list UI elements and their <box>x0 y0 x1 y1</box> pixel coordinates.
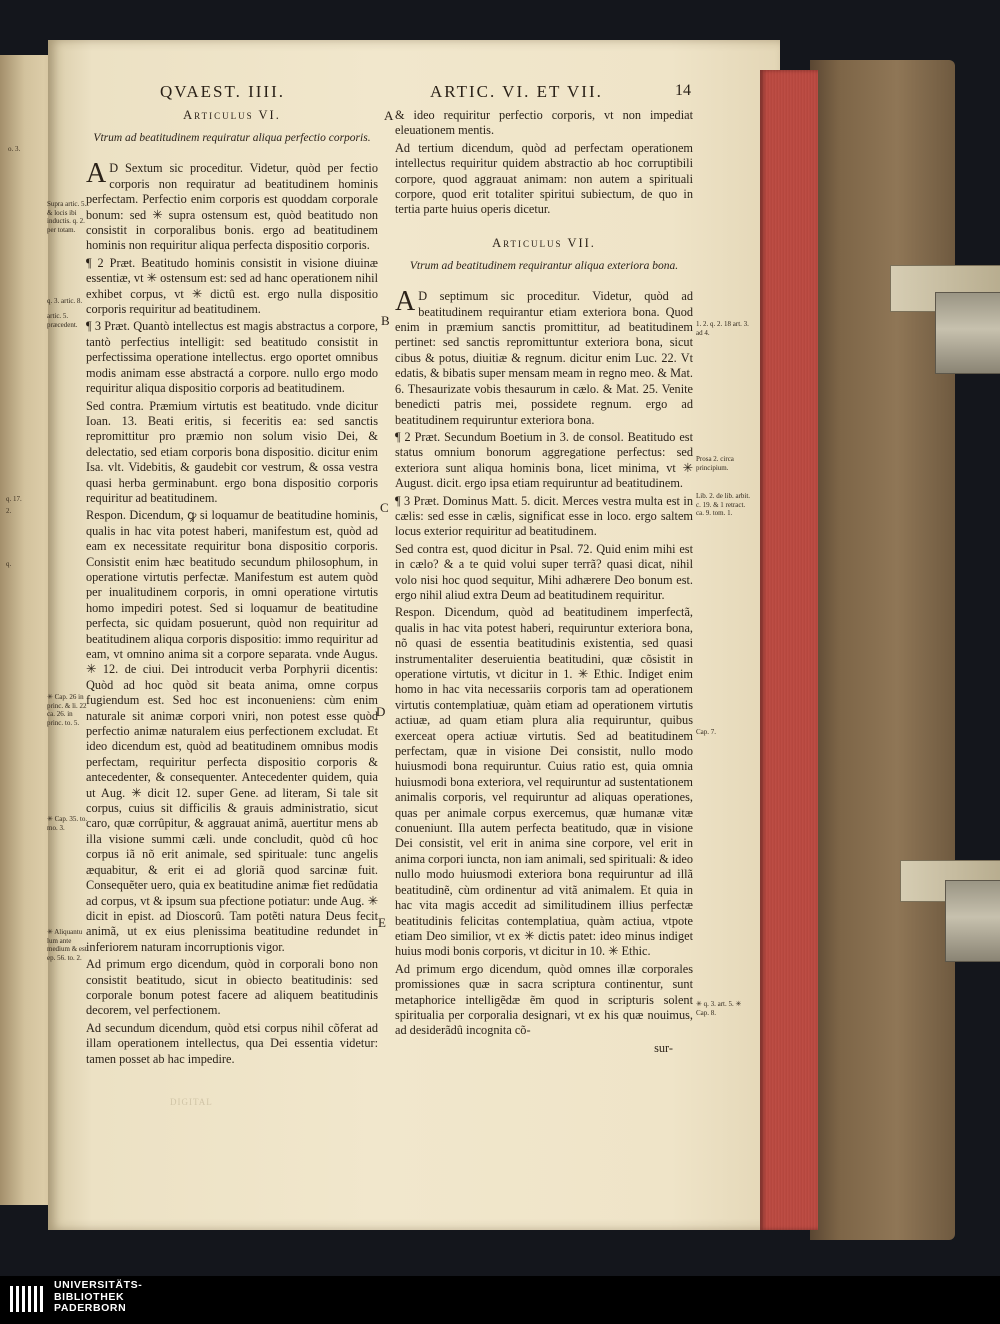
library-footer <box>0 1276 1000 1324</box>
paragraph: A D Sextum sic proceditur. Videtur, quòd per fectio corporis non requiratur ad beatitudinem hominis perfectam. Perfectio enim corporis est quoddam corporale bonum: sed ✳ supra ostensum est, quòd beatitudo non consistit in corporalibus bonis. ergo ad beatitudinem hominis non requiritur aliqua perfecta dispositio corporis. <box>86 158 378 253</box>
left-page-fragment: q. <box>6 560 12 568</box>
margin-note: 1. 2. q. 2. 18 art. 3. ad 4. <box>696 320 749 337</box>
margin-note: Cap. 7. <box>696 728 717 736</box>
margin-note: Prosa 2. circa principium. <box>696 455 734 472</box>
left-page-fragment: o. 3. <box>8 145 21 153</box>
section-letter: B <box>381 313 390 328</box>
drop-cap: A <box>395 286 416 318</box>
article-heading: Articulus VII. <box>492 235 596 250</box>
paragraph: A D septimum sic proceditur. Videtur, quòd ad beatitudinem requirantur etiam exteriora bona. Quod enim in præmium sanctis promittitur, ad beatitudinem pertinet: sed sanctis repromittuntur exteriora bona, sicut cibus & potus, diuitiæ & regnum. dicitur enim Luc. 22. Vt edatis, & bibatis super mensam meam in regno meo. & Mat. 6. Thesaurizate vobis thesaurum in cælo. & Mat. 25. Venite benedicti patris mei, possidete regnum. ergo ad beatitudinem requiruntur exteriora bona. <box>395 286 693 427</box>
article-heading: Articulus VI. <box>183 108 281 122</box>
metal-clasp <box>935 292 1000 374</box>
section-letter: A <box>384 108 394 123</box>
paragraph: ¶ 2 Præt. Beatitudo hominis consistit in visione diuinæ essentiæ, vt ✳ ostensum est: sed ad hanc operationem nihil exhibet corpus, vt ✳ dictû est. ergo nulla dispositio corporis requiritur ad beatitudinem. <box>86 255 378 317</box>
left-page-fragment: 2. <box>6 507 12 515</box>
paragraph: Respon. Dicendum, ꝙ si loquamur de beatitudine hominis, qualis in hac vita potest haberi, manifestum est, quòd ad eam ex necessitate requiritur bona dispositio corporis. Consistit enim hæc beatitudo secundum philosophum, in operatione virtutis perfectæ. Manifestum est autem quòd per inualitudinem corporis, in omni operatione virtutis homo impediri potest. Sed si loquamur de beatitudine perfecta, sic quidam posuerunt, quòd non requiritur ad beatitudinem aliqua corporis dispositio: immo requiritur ad eam, vt omnino anima sit a corpore separata. vnde Augus. ✳ 12. de ciui. Dei introducit verba Porphyrii dicentis: Quòd ad hoc quòd sit beata anima, omne corpus fugiendum est. Sed hoc est inconueniens: cùm enim naturale sit animæ corpori vniri, non potest esse quòd perfectio animæ naturalem eius perfectionem excludat. Et ideo dicendum est, quòd ad beatitudinem omnibus modis perfectam, requiritur perfecta dispositio corporis & antecedenter, & consequenter. Antecedenter quidem, quia ut Aug. ✳ dicit 12. super Gene. ad literam, Si tale sit corpus, cuius sit difficilis & grauis administratio, sicut caro, quæ corrûpitur, & aggrauat animã, auertitur mens ab illa visione summi cæli. unde concludit, quòd cû hoc corpus iã nõ erit animale, sed spirituale: tunc angelis æquabitur, & erit ei ad gloriã quod sarcinæ fuit. Consequẽter uero, quia ex beatitudine animæ fiet redũdatia ad corpus, vt & ipsum sua pfectione potiatur: unde Aug. ✳ dicit in epist. ad Dioscorû. Tam potẽti natura Deus fecit animã, ut ex eius plenissima beatitudine redundet in inferiorem naturam incorruptionis vigor. <box>86 508 378 954</box>
article-question: Vtrum ad beatitudinem requirantur aliqua exteriora bona. <box>409 260 679 273</box>
paragraph: Respon. Dicendum, quòd ad beatitudinem imperfectã, qualis in hac vita potest haberi, requiruntur exteriora bona, nõ quasi de essentia beatitudinis existentia, sed quasi instrumentaliter deseruientia beatitudini, quæ cõsistit in operatione virtutis, vt dicitur in 1. ✳ Ethic. Indiget enim homo in hac vita necessariis corporis tam ad operationem virtutis contemplatiuæ, quàm etiam ad operationem virtutis actiuæ, ad quam etiam plura alia requiruntur, quibus exerceat opera actiuæ virtutis. Sed ad beatitudinem perfectam, quæ in visione Dei consistit, nullo modo huiusmodi bona requiruntur. Cuius ratio est, quia omnia huiusmodi bona exteriora, vel requiruntur ad sustentationem animalis corporis, vel requiruntur ad aliquas operationes, quas per animale corpus exercemus, quæ humanæ vitæ conueniunt. Illa autem perfecta beatitudo, quæ in visione Dei consistit, vel erit in anima sine corpore, vel erit in anima corpori iuncta, non iam animali, sed spirituali: & ideo nullo modo huiusmodi exteriora bona requiruntur ad illã beatitudinẽ, cùm ordinentur ad vitã animalem. Et quia in hac vita magis accedit ad similitudinem illius perfectæ beatitudinis felicitas contemplatiua, quàm actiua, vtpote etiam Deo similior, vt ex ✳ dictis patet: ideo minus indiget huius modi bonis corporis, vt dicitur in 10. ✳ Ethic. <box>395 605 693 959</box>
margin-note: ✳ q. 3. art. 5. ✳ Cap. 8. <box>696 1000 742 1017</box>
right-column <box>395 108 693 1058</box>
section-letter: E <box>378 915 386 930</box>
library-name: UNIVERSITÄTS- BIBLIOTHEK PADERBORN <box>54 1279 143 1314</box>
drop-cap: A <box>86 158 107 190</box>
margin-note: Supra artic. 5. & locis ibi inductis. q. 2. per totam. <box>47 200 87 234</box>
page-watermark: DIGITAL <box>170 1097 213 1107</box>
paragraph: Ad primum ergo dicendum, quòd in corporali bono non consistit beatitudo, sicut in obiecto beatitudinis: sed corporale bonum potest facere ad aliquem beatitudinis decorem, vel perfectionem. <box>86 957 378 1018</box>
margin-note: artic. 5. præcedent. <box>47 312 78 329</box>
margin-note: ✳ Cap. 35. to. mo. 3. <box>47 815 88 832</box>
running-head-left: QVAEST. IIII. <box>160 82 285 101</box>
paragraph: ¶ 3 Præt. Dominus Matt. 5. dicit. Merces vestra multa est in cælis: sed esse in cælis, significat esse in loco. ergo saltem locus exterior requiritur ad beatitudinem. <box>395 493 693 539</box>
running-head-right: ARTIC. VI. ET VII. <box>430 82 603 101</box>
paragraph: ¶ 3 Præt. Quantò intellectus est magis abstractus a corpore, tantò perfectius intelligit: sed beatitudo consistit in perfectissima operatione intellectus. ergo oportet omnibus modis animam esse abstractá a corpore. nullo ergo modo requiritur aliqua dispositio corporis ad beatitudinem. <box>86 319 378 396</box>
paragraph: Ad primum ergo dicendum, quòd omnes illæ corporales promissiones quæ in sacra scriptura continentur, sunt metaphorice intelligẽdæ ẽm quod in scripturis solent spiritualia per corporalia designari, vt ex his quæ nouimus, ad desiderãdû incognita cõ- <box>395 961 693 1038</box>
paragraph: Ad tertium dicendum, quòd ad perfectam operationem intellectus requiritur quidem abstractio ab hoc corruptibili corpore, quod aggrauat animam: non autem a spirituali corpore, quod erit totaliter spiritui subiectum, de quo in tertia parte huius operis dicetur. <box>395 140 693 217</box>
section-letter: D <box>376 704 386 719</box>
section-letter: C <box>380 500 389 515</box>
page-number: 14 <box>675 82 691 99</box>
paragraph: Sed contra. Præmium virtutis est beatitudo. vnde dicitur Ioan. 13. Beati eritis, si feceritis ea: sed sanctis repromittitur pro præmio non solum visio Dei, & delectatio, sed etiam corporis bona dispositio. dicitur enim Isa. vlt. Videbitis, & gaudebit cor vestrum, & ossa vestra quasi herba germinabunt. ergo bona dispositio corporis requiritur ad beatitudinem. <box>86 398 378 505</box>
margin-note: ✳ Aliquantu lum ante medium & est ep. 56. to. 2. <box>47 928 87 962</box>
margin-note: ✳ Cap. 26 in princ. & li. 22 ca. 26. in princ. to. 5. <box>47 693 87 727</box>
paragraph: Sed contra est, quod dicitur in Psal. 72. Quid enim mihi est in cælo? & a te quid volui super terrã? quasi dicat, nihil volo nisi hoc quod sequitur, Mihi adhærere Deo bonum est. ergo nihil aliud extra Deum ad beatitudinem requiritur. <box>395 541 693 602</box>
catchword: sur- <box>654 1040 673 1055</box>
metal-clasp <box>945 880 1000 962</box>
red-page-edges <box>760 70 818 1230</box>
library-logo-icon <box>8 1284 48 1314</box>
paragraph: & ideo requiritur perfectio corporis, vt non impediat eleuationem mentis. <box>395 108 693 138</box>
margin-note: q. 3. artic. 8. <box>47 297 83 305</box>
margin-note: Lib. 2. de lib. arbit. c. 19. & 1 retract. ca. 9. tom. 1. <box>696 492 751 517</box>
book-cover <box>810 60 955 1240</box>
paragraph: ¶ 2 Præt. Secundum Boetium in 3. de consol. Beatitudo est status omnium bonorum aggregatione perfectus: sed exteriora sunt aliqua hominis bona, licet minima, vt ✳ August. dicit. ergo ipsa etiam requiruntur ad beatitudinem. <box>395 429 693 491</box>
paragraph: Ad secundum dicendum, quòd etsi corpus nihil cõferat ad illam operationem intellectus, qua Dei essentia videtur: tamen posset ab hac impedire. <box>86 1020 378 1066</box>
left-page-fragment: q. 17. <box>6 495 22 503</box>
article-question: Vtrum ad beatitudinem requiratur aliqua perfectio corporis. <box>93 132 371 145</box>
left-column <box>86 108 378 1069</box>
